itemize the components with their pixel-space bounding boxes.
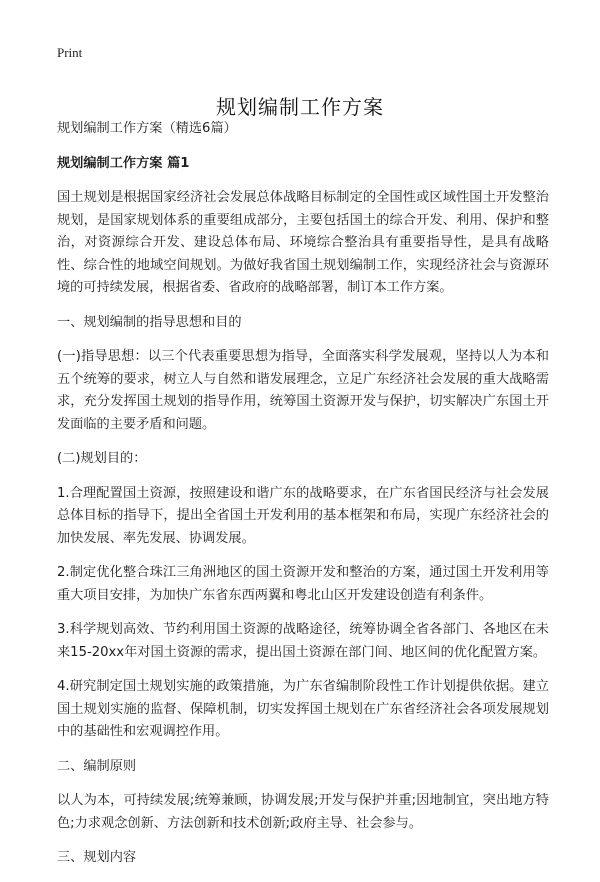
- purpose-item-3: 3.科学规划高效、节约利用国土资源的战略途径，统筹协调全省各部门、各地区在未来15-20xx年对国土资源的需求，提出国土资源在部门间、地区间的优化配置方案。: [57, 622, 549, 660]
- section-heading: 规划编制工作方案 篇1: [57, 155, 190, 171]
- document-title: 规划编制工作方案: [216, 95, 384, 120]
- purpose-item-4: 4.研究制定国土规划实施的政策措施，为广东省编制阶段性工作计划提供依据。建立国土规划实施的监督、保障机制，切实发挥国土规划在广东省经济社会各项发展规划中的基础性和宏观调控作用。: [57, 679, 549, 739]
- print-label[interactable]: Print: [57, 45, 83, 60]
- planning-purpose-heading: (二)规划目的：: [57, 451, 147, 466]
- principles-paragraph: 以人为本，可持续发展;统筹兼顾，协调发展;开发与保护并重;因地制宜，突出地方特色;力求观念创新、方法创新和技术创新;政府主导、社会参与。: [57, 793, 549, 831]
- heading-principles: 二、编制原则: [57, 758, 137, 774]
- document-subtitle: 规划编制工作方案（精选6篇）: [57, 121, 237, 136]
- purpose-item-2: 2.制定优化整合珠江三角洲地区的国土资源开发和整治的方案，通过国土开发利用等重大项目安排，为加快广东省东西两翼和粤北山区开发建设创造有利条件。: [57, 565, 549, 603]
- guiding-ideology-paragraph: (一)指导思想：以三个代表重要思想为指导，全面落实科学发展观，坚持以人为本和五个统筹的要求，树立人与自然和谐发展理念，立足广东经济社会发展的重大战略需求，充分发挥国土规划的指导作用，统筹国土资源开发与保护，切实解决广东国土开发面临的主要矛盾和问题。: [57, 349, 549, 432]
- intro-paragraph: 国土规划是根据国家经济社会发展总体战略目标制定的全国性或区域性国土开发整治规划，是国家规划体系的重要组成部分，主要包括国土的综合开发、利用、保护和整治，对资源综合开发、建设总体布局、环境综合整治具有重要指导性，是具有战略性、综合性的地域空间规划。为做好我省国土规划编制工作，实现经济社会与资源环境的可持续发展，根据省委、省政府的战略部署，制订本工作方案。: [57, 190, 549, 295]
- purpose-item-1: 1.合理配置国土资源，按照建设和谐广东的战略要求，在广东省国民经济与社会发展总体目标的指导下，提出全省国土开发利用的基本框架和布局，实现广东经济社会的加快发展、率先发展、协调发展。: [57, 485, 549, 546]
- heading-plan-content: 三、规划内容: [57, 850, 137, 865]
- document-body: [57, 118, 549, 882]
- heading-guiding-ideology: 一、规划编制的指导思想和目的: [57, 314, 242, 330]
